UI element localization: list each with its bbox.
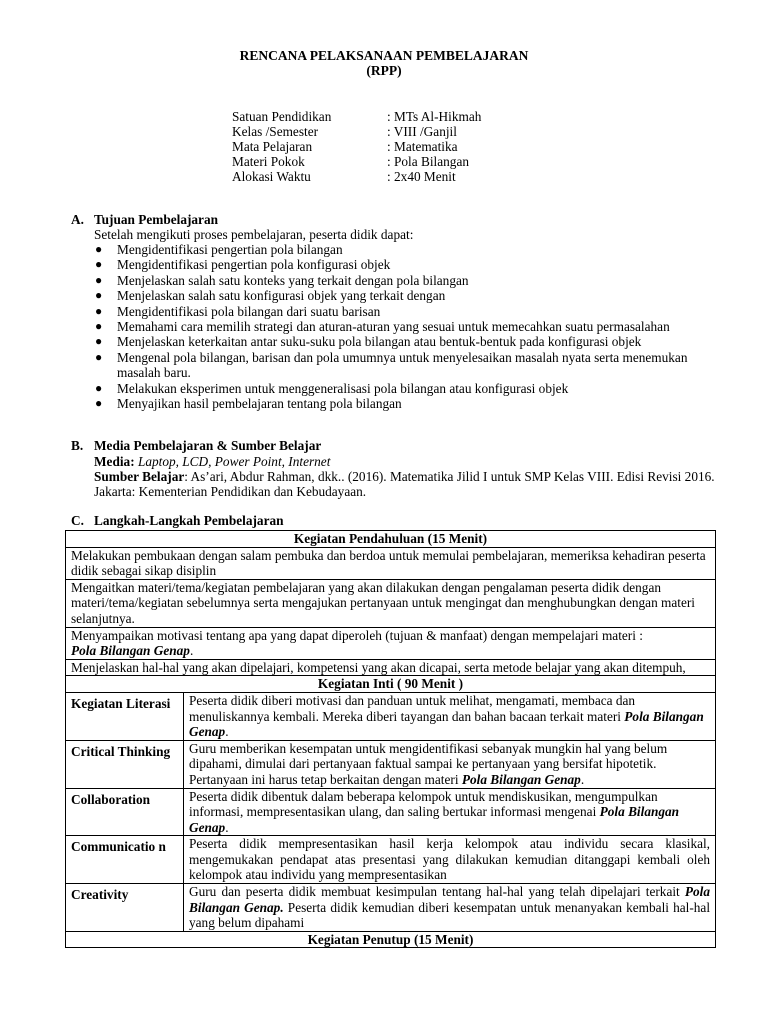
- info-label: Mata Pelajaran: [232, 139, 313, 154]
- bullet-icon: ●: [95, 349, 103, 364]
- table-cell: [184, 884, 716, 932]
- table-row: [66, 579, 716, 627]
- learning-steps-table: [65, 530, 716, 948]
- source-value: : As’ari, Abdur Rahman, dkk.. (2016). Matematika Jilid I untuk SMP Kelas VIII. Edisi Revisi 2016. Jakarta: Kementerian Pendidikan dan Kebudayaan.: [94, 469, 715, 500]
- list-item: [94, 334, 734, 349]
- goal-text: Menyajikan hasil pembelajaran tentang pola bilangan: [117, 396, 402, 412]
- document-subtitle: (RPP): [366, 63, 402, 78]
- section-number: C.: [71, 513, 84, 528]
- intro-activity-header: Kegiatan Pendahuluan (15 Menit): [66, 531, 716, 548]
- info-row: [232, 109, 482, 124]
- cell-text: .: [189, 643, 194, 659]
- bullet-icon: ●: [95, 257, 103, 272]
- activity-label: Critical Thinking: [66, 740, 184, 788]
- document-title: RENCANA PELAKSANAAN PEMBELAJARAN: [239, 48, 529, 63]
- list-item: [94, 381, 734, 396]
- bullet-icon: ●: [95, 242, 103, 256]
- section-title: Langkah-Langkah Pembelajaran: [94, 513, 284, 528]
- goal-text: Menjelaskan keterkaitan antar suku-suku pola bilangan atau bentuk-bentuk pada konfigurasi objek: [117, 334, 642, 350]
- table-row: [66, 547, 716, 579]
- topic-name: Pola Bilangan Genap: [71, 643, 190, 659]
- cell-text: .: [580, 771, 585, 787]
- info-row: [232, 154, 469, 169]
- info-label: Satuan Pendidikan: [232, 109, 332, 124]
- info-value: : Pola Bilangan: [387, 154, 469, 169]
- table-row: [66, 788, 716, 836]
- table-row: [66, 531, 716, 548]
- goal-text: Mengidentifikasi pengertian pola konfigurasi objek: [117, 257, 391, 273]
- table-cell: [184, 740, 716, 788]
- section-c-heading: [71, 513, 284, 528]
- bullet-icon: ●: [95, 319, 103, 334]
- cell-text: .: [225, 724, 229, 740]
- cell-text: Peserta didik dibentuk dalam beberapa kelompok untuk mendiskusikan, mengumpulkan informasi, mempresentasikan ulang, dan saling bertukar informasi mengenai: [189, 788, 658, 820]
- section-title: Media Pembelajaran & Sumber Belajar: [94, 438, 322, 453]
- table-row: [66, 692, 716, 740]
- table-row: [66, 659, 716, 676]
- bullet-icon: ●: [95, 396, 103, 411]
- list-item: [94, 350, 734, 381]
- table-row: [66, 676, 716, 693]
- media-label: Media:: [94, 454, 135, 469]
- activity-label: Communicatio n: [66, 836, 184, 884]
- bullet-icon: ●: [95, 272, 103, 287]
- source-label: Sumber Belajar: [94, 469, 185, 484]
- section-b-heading: [71, 438, 321, 453]
- cell-text: .: [225, 819, 229, 835]
- table-cell: Menjelaskan hal-hal yang akan dipelajari, kompetensi yang akan dicapai, serta metode belajar yang akan ditempuh,: [66, 659, 716, 676]
- goal-text: Melakukan eksperimen untuk menggeneralisasi pola bilangan atau konfigurasi objek: [117, 380, 569, 396]
- cell-text: Guru memberikan kesempatan untuk mengidentifikasi sebanyak mungkin hal yang belum dipahami, dimulai dari pertanyaan faktual sampai ke pertanyaan yang bersifat hipotetik. Pertanyaan ini harus tetap berkaitan dengan materi: [189, 740, 668, 787]
- list-item: [94, 242, 734, 257]
- section-a-heading: [71, 212, 218, 227]
- activity-label: Kegiatan Literasi: [66, 692, 184, 740]
- cell-text: Menyampaikan motivasi tentang apa yang dapat diperoleh (tujuan & manfaat) dengan mempelajari materi :: [71, 627, 643, 643]
- cell-text: Guru dan peserta didik membuat kesimpulan tentang hal-hal yang telah dipelajari terkait: [189, 884, 680, 900]
- topic-name: Pola Bilangan Genap.: [189, 884, 711, 915]
- info-value: : MTs Al-Hikmah: [387, 109, 482, 124]
- topic-name: Pola Bilangan Genap: [189, 804, 680, 835]
- bullet-icon: ●: [95, 380, 103, 395]
- table-cell: [66, 627, 716, 659]
- bullet-icon: ●: [95, 334, 103, 349]
- list-item: [94, 288, 734, 303]
- info-row: [232, 169, 456, 184]
- goal-text: Memahami cara memilih strategi dan aturan-aturan yang sesuai untuk memecahkan suatu permasalahan: [117, 319, 670, 335]
- info-label: Alokasi Waktu: [232, 169, 311, 184]
- goal-text: Mengenal pola bilangan, barisan dan pola umumnya untuk menyelesaikan masalah nyata serta menemukan masalah baru.: [117, 349, 688, 381]
- info-label: Materi Pokok: [232, 154, 305, 169]
- topic-name: Pola Bilangan Genap: [189, 708, 704, 740]
- cell-text: Peserta didik kemudian diberi kesempatan untuk menanyakan kembali hal-hal yang belum dipahami: [189, 899, 711, 931]
- info-row: [232, 139, 458, 154]
- closing-activity-header: Kegiatan Penutup (15 Menit): [66, 931, 716, 948]
- goal-text: Mengidentifikasi pola bilangan dari suatu barisan: [117, 303, 381, 319]
- topic-name: Pola Bilangan Genap: [461, 771, 581, 787]
- table-cell: Mengaitkan materi/tema/kegiatan pembelajaran yang akan dilakukan dengan pengalaman peserta didik dengan materi/tema/kegiatan sebelumnya serta mengajukan pertanyaan untuk mengingat dan menghubungkan dengan materi selanjutnya.: [66, 579, 716, 627]
- goal-text: Menjelaskan salah satu konteks yang terkait dengan pola bilangan: [117, 272, 469, 288]
- media-value: Laptop, LCD, Power Point, Internet: [137, 454, 331, 469]
- list-item: [94, 396, 734, 411]
- activity-label: Creativity: [66, 884, 184, 932]
- info-value: : 2x40 Menit: [387, 169, 456, 184]
- goal-text: Mengidentifikasi pengertian pola bilangan: [117, 242, 343, 257]
- table-row: [66, 836, 716, 884]
- section-title: Tujuan Pembelajaran: [94, 212, 218, 227]
- media-line: [94, 454, 724, 469]
- table-row: [66, 931, 716, 948]
- info-row: [232, 124, 457, 139]
- table-row: [66, 740, 716, 788]
- info-value: : VIII /Ganjil: [387, 124, 457, 139]
- list-item: [94, 319, 734, 334]
- goals-list: [94, 242, 734, 411]
- table-cell: [184, 788, 716, 836]
- info-label: Kelas /Semester: [232, 124, 319, 139]
- bullet-icon: ●: [95, 288, 103, 303]
- table-cell: [184, 692, 716, 740]
- section-number: B.: [71, 438, 84, 453]
- info-value: : Matematika: [387, 139, 458, 154]
- table-cell: Peserta didik mempresentasikan hasil kerja kelompok atau individu secara klasikal, mengemukakan pendapat atas presentasi yang dilakukan kemudian ditanggapi kembali oleh kelompok atau individu yang mempresentasikan: [184, 836, 716, 884]
- list-item: [94, 273, 734, 288]
- list-item: [94, 257, 734, 272]
- goal-text: Menjelaskan salah satu konfigurasi objek yang terkait dengan: [117, 288, 446, 304]
- bullet-icon: ●: [95, 303, 103, 318]
- source-line: [94, 469, 724, 500]
- core-activity-header: Kegiatan Inti ( 90 Menit ): [66, 676, 716, 693]
- activity-label: Collaboration: [66, 788, 184, 836]
- table-row: [66, 627, 716, 659]
- table-cell: Melakukan pembukaan dengan salam pembuka dan berdoa untuk memulai pembelajaran, memeriksa kehadiran peserta didik sebagai sikap disiplin: [66, 547, 716, 579]
- cell-text: Peserta didik diberi motivasi dan panduan untuk melihat, mengamati, membaca dan menuliskannya kembali. Mereka diberi tayangan dan bahan bacaan terkait materi: [189, 692, 636, 724]
- section-number: A.: [71, 212, 84, 227]
- list-item: [94, 304, 734, 319]
- goals-intro: Setelah mengikuti proses pembelajaran, peserta didik dapat:: [94, 227, 414, 242]
- table-row: [66, 884, 716, 932]
